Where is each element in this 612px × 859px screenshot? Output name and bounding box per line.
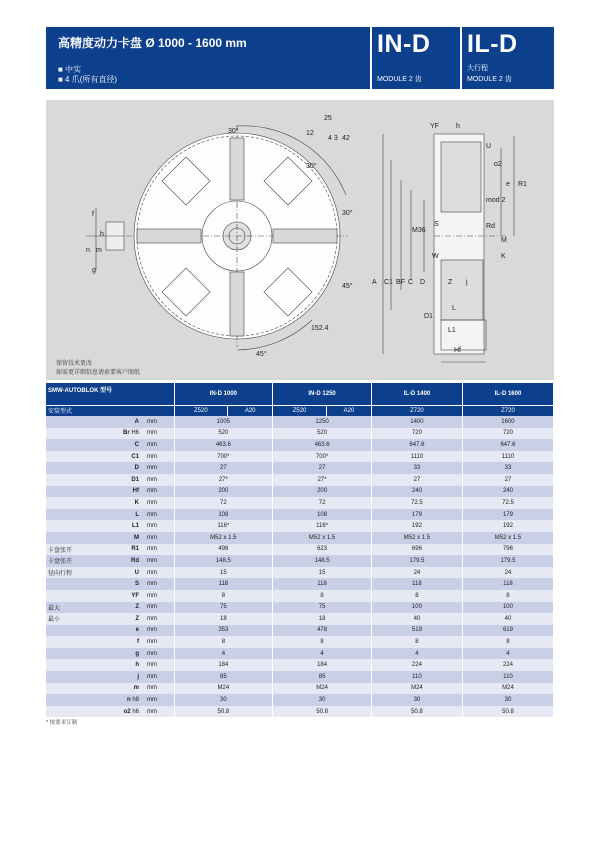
dim-label-w: W: [432, 253, 439, 260]
cell-ind1000: 30: [174, 694, 273, 706]
table-row: [46, 462, 554, 474]
cell-ind1000: M52 x 1.5: [174, 532, 273, 544]
dim-label-l1: L1: [448, 327, 456, 334]
dim-label-d: D: [420, 279, 426, 286]
dim-label-k: K: [501, 253, 506, 260]
row-label: [46, 590, 101, 602]
dim-label-25: 25: [324, 115, 332, 122]
cell-ild1400: 8: [371, 636, 462, 648]
row-symbol: Z: [101, 602, 141, 614]
row-label: [46, 659, 101, 671]
table-row: [46, 648, 554, 660]
table-row: [46, 625, 554, 637]
module-ind: MODULE 2 齿: [377, 76, 422, 83]
table-row: [46, 451, 554, 463]
table-row: [46, 428, 554, 440]
row-label: [46, 416, 101, 428]
row-label: [46, 625, 101, 637]
row-symbol: Rd: [101, 555, 141, 567]
row-unit: mm: [141, 474, 174, 486]
cell-ind1250: 27*: [273, 474, 372, 486]
mount-value: Z520: [273, 405, 327, 416]
feature-2: ■ 4 爪(所有直径): [58, 75, 118, 84]
dim-label-mod2: mod 2: [486, 197, 506, 204]
row-label: 最大: [46, 602, 101, 614]
dim-label-u: U: [486, 143, 492, 150]
cell-ind1000: 463.6: [174, 439, 273, 451]
cell-ind1000: 108: [174, 509, 273, 521]
spec-table: [46, 383, 554, 717]
row-symbol: K: [101, 497, 141, 509]
cell-ind1250: 463.6: [273, 439, 372, 451]
cell-ind1000: 520: [174, 428, 273, 440]
table-row: [46, 613, 554, 625]
table-row: [46, 636, 554, 648]
dim-label-c1: C1: [384, 279, 393, 286]
row-label: [46, 520, 101, 532]
row-label: [46, 706, 101, 718]
table-row: [46, 416, 554, 428]
row-symbol: Br H6: [101, 428, 141, 440]
dim-label-j: j: [466, 279, 468, 286]
row-label: [46, 428, 101, 440]
cell-ild1600: 50.8: [462, 706, 553, 718]
col-header-ind1250: IN-D 1250: [273, 383, 372, 405]
cell-ild1600: 30: [462, 694, 553, 706]
row-label: 卡盘张开: [46, 555, 101, 567]
dim-label-d1: D1: [424, 313, 433, 320]
row-symbol: n h8: [101, 694, 141, 706]
chuck-drawing-svg: [46, 100, 554, 380]
cell-ild1600: 647.6: [462, 439, 553, 451]
cell-ind1250: 50.8: [273, 706, 372, 718]
table-row: [46, 486, 554, 498]
cell-ild1400: 519: [371, 625, 462, 637]
cell-ind1250: 200: [273, 486, 372, 498]
cell-ind1000: 75: [174, 602, 273, 614]
row-symbol: C1: [101, 451, 141, 463]
cell-ind1250: 30: [273, 694, 372, 706]
cell-ind1000: 498: [174, 544, 273, 556]
row-unit: mm: [141, 497, 174, 509]
cell-ind1250: 184: [273, 659, 372, 671]
dim-label-angle-45-a: 45°: [342, 283, 353, 290]
cell-ild1400: 224: [371, 659, 462, 671]
row-symbol: C: [101, 439, 141, 451]
mount-value: A20: [326, 405, 371, 416]
cell-ild1400: 1400: [371, 416, 462, 428]
row-symbol: R1: [101, 544, 141, 556]
table-row: [46, 578, 554, 590]
cell-ind1000: 27: [174, 462, 273, 474]
dim-label-m: m: [96, 247, 102, 254]
dim-label-12: 12: [306, 130, 314, 137]
col-header-ind1000: IN-D 1000: [174, 383, 273, 405]
cell-ind1250: 4: [273, 648, 372, 660]
col-header-ild1400: IL-D 1400: [371, 383, 462, 405]
cell-ild1400: 27: [371, 474, 462, 486]
dim-label-l: L: [452, 305, 456, 312]
cell-ind1000: M24: [174, 683, 273, 695]
row-unit: mm: [141, 659, 174, 671]
cell-ind1250: 478: [273, 625, 372, 637]
dim-label-angle-30-b: 30°: [306, 163, 317, 170]
row-label: [46, 486, 101, 498]
table-row: [46, 659, 554, 671]
cell-ild1600: 720: [462, 428, 553, 440]
cell-ind1250: M52 x 1.5: [273, 532, 372, 544]
table-row: [46, 567, 554, 579]
table-row: [46, 520, 554, 532]
row-symbol: D1: [101, 474, 141, 486]
row-symbol: L: [101, 509, 141, 521]
cell-ild1400: 192: [371, 520, 462, 532]
cell-ind1250: M24: [273, 683, 372, 695]
cell-ind1250: 118: [273, 578, 372, 590]
mount-label: 安装型式: [46, 405, 174, 416]
row-label: [46, 636, 101, 648]
row-unit: mm: [141, 578, 174, 590]
cell-ild1400: 8: [371, 590, 462, 602]
dim-label-bf: BF: [396, 279, 405, 286]
cell-ind1250: 108: [273, 509, 372, 521]
row-symbol: o2 h6: [101, 706, 141, 718]
dim-label-f: f: [92, 211, 94, 218]
row-unit: mm: [141, 428, 174, 440]
mount-value: Z520: [174, 405, 228, 416]
cell-ild1600: 4: [462, 648, 553, 660]
row-label: [46, 532, 101, 544]
cell-ild1600: M24: [462, 683, 553, 695]
cell-ind1000: 1005: [174, 416, 273, 428]
cell-ild1400: 240: [371, 486, 462, 498]
dim-label-m36: M36: [412, 227, 426, 234]
row-label: [46, 648, 101, 660]
row-symbol: j: [101, 671, 141, 683]
dim-label-152: 152.4: [311, 325, 329, 332]
table-row: [46, 474, 554, 486]
cell-ind1250: 8: [273, 590, 372, 602]
cell-ind1000: 4: [174, 648, 273, 660]
cell-ild1400: 647.6: [371, 439, 462, 451]
mount-value: Z720: [462, 405, 553, 416]
cell-ild1600: 619: [462, 625, 553, 637]
row-unit: mm: [141, 683, 174, 695]
cell-ind1000: 118: [174, 578, 273, 590]
row-symbol: h: [101, 659, 141, 671]
dim-label-s: S: [434, 221, 439, 228]
cell-ild1400: 696: [371, 544, 462, 556]
cell-ild1400: 4: [371, 648, 462, 660]
cell-ind1250: 623: [273, 544, 372, 556]
row-label: 卡盘张开: [46, 544, 101, 556]
dim-label-angle-45-b: 45°: [256, 351, 267, 358]
row-unit: mm: [141, 520, 174, 532]
table-row: [46, 590, 554, 602]
cell-ind1000: 72: [174, 497, 273, 509]
cell-ild1400: 24: [371, 567, 462, 579]
cell-ild1600: 179.5: [462, 555, 553, 567]
dim-label-42: 42: [342, 135, 350, 142]
cell-ind1000: 50.8: [174, 706, 273, 718]
row-symbol: f: [101, 636, 141, 648]
cell-ild1400: M24: [371, 683, 462, 695]
table-row: [46, 532, 554, 544]
note-drawing-request: 如需更详细信息请索要客户图纸: [56, 370, 141, 376]
row-symbol: Hf: [101, 486, 141, 498]
cell-ild1400: 1110: [371, 451, 462, 463]
dim-label-o2: o2: [494, 161, 502, 168]
cell-ind1250: 116*: [273, 520, 372, 532]
cell-ild1600: 8: [462, 590, 553, 602]
cell-ind1250: 27: [273, 462, 372, 474]
cell-ind1250: 700*: [273, 451, 372, 463]
cell-ind1250: 8: [273, 636, 372, 648]
row-label: [46, 683, 101, 695]
table-row: [46, 602, 554, 614]
dim-label-rd: Rd: [486, 223, 495, 230]
row-symbol: M: [101, 532, 141, 544]
cell-ild1600: 1600: [462, 416, 553, 428]
table-row: [46, 555, 554, 567]
dim-label-r1: R1: [518, 181, 527, 188]
row-label: [46, 439, 101, 451]
table-row: [46, 497, 554, 509]
row-label: [46, 451, 101, 463]
dim-label-g: g: [92, 267, 96, 274]
cell-ind1000: 700*: [174, 451, 273, 463]
cell-ind1000: 18: [174, 613, 273, 625]
cell-ild1400: 100: [371, 602, 462, 614]
cell-ild1400: 30: [371, 694, 462, 706]
row-unit: mm: [141, 567, 174, 579]
row-label: [46, 497, 101, 509]
cell-ild1600: 796: [462, 544, 553, 556]
cell-ind1250: 72: [273, 497, 372, 509]
cell-ild1400: 118: [371, 578, 462, 590]
row-unit: mm: [141, 636, 174, 648]
cell-ind1000: 148.5: [174, 555, 273, 567]
table-row: [46, 706, 554, 718]
row-label: [46, 509, 101, 521]
cell-ind1250: 18: [273, 613, 372, 625]
row-label: [46, 462, 101, 474]
cell-ild1600: 40: [462, 613, 553, 625]
row-symbol: U: [101, 567, 141, 579]
row-unit: mm: [141, 532, 174, 544]
cell-ild1400: 179.5: [371, 555, 462, 567]
row-symbol: m: [101, 683, 141, 695]
row-unit: mm: [141, 694, 174, 706]
row-symbol: A: [101, 416, 141, 428]
mount-value: A20: [228, 405, 273, 416]
cell-ind1000: 116*: [174, 520, 273, 532]
row-label: 最小: [46, 613, 101, 625]
row-unit: mm: [141, 451, 174, 463]
cell-ild1600: 8: [462, 636, 553, 648]
dim-label-m-right: M: [501, 237, 507, 244]
dim-label-z: Z: [448, 279, 453, 286]
table-row: [46, 544, 554, 556]
cell-ind1250: 75: [273, 602, 372, 614]
dim-label-c: C: [408, 279, 414, 286]
cell-ind1250: 148.5: [273, 555, 372, 567]
row-unit: mm: [141, 416, 174, 428]
dim-label-yf: YF: [430, 123, 439, 130]
model-code-ind: IN-D: [377, 30, 431, 58]
cell-ild1600: 27: [462, 474, 553, 486]
row-unit: mm: [141, 625, 174, 637]
note-tech-change: 保留技术更改: [56, 361, 93, 367]
table-row: [46, 509, 554, 521]
row-label: [46, 474, 101, 486]
ild-subtitle: 大行程: [467, 65, 488, 72]
feature-1: ■ 中实: [58, 65, 82, 74]
cell-ind1000: 353: [174, 625, 273, 637]
row-symbol: D: [101, 462, 141, 474]
row-unit: mm: [141, 590, 174, 602]
cell-ild1600: 240: [462, 486, 553, 498]
cell-ild1400: 72.5: [371, 497, 462, 509]
cell-ind1250: 1250: [273, 416, 372, 428]
row-symbol: g: [101, 648, 141, 660]
module-ild: MODULE 2 齿: [467, 76, 512, 83]
col-header-model: SMW-AUTOBLOK 型号: [46, 383, 174, 405]
cell-ild1600: 192: [462, 520, 553, 532]
row-symbol: YF: [101, 590, 141, 602]
cell-ind1000: 8: [174, 636, 273, 648]
dim-label-e: e: [506, 181, 510, 188]
model-code-ild: IL-D: [467, 30, 518, 58]
row-unit: mm: [141, 509, 174, 521]
footnote: * 按要求订制: [46, 720, 78, 726]
row-label: [46, 578, 101, 590]
dim-label-h: h: [100, 231, 104, 238]
mount-value: Z720: [371, 405, 462, 416]
row-unit: mm: [141, 648, 174, 660]
cell-ild1600: 24: [462, 567, 553, 579]
dim-label-n: n: [86, 247, 90, 254]
row-unit: mm: [141, 613, 174, 625]
header-bar: [46, 27, 554, 89]
row-label: [46, 694, 101, 706]
cell-ind1000: 15: [174, 567, 273, 579]
cell-ind1000: 27*: [174, 474, 273, 486]
cell-ild1400: 720: [371, 428, 462, 440]
table-row: [46, 671, 554, 683]
cell-ild1600: 224: [462, 659, 553, 671]
row-unit: mm: [141, 439, 174, 451]
cell-ild1400: 50.8: [371, 706, 462, 718]
row-unit: mm: [141, 706, 174, 718]
dim-label-angle-30-a: 30°: [228, 128, 239, 135]
cell-ild1600: 33: [462, 462, 553, 474]
cell-ild1400: 33: [371, 462, 462, 474]
cell-ild1600: 72.5: [462, 497, 553, 509]
cell-ild1600: 179: [462, 509, 553, 521]
cell-ild1600: 118: [462, 578, 553, 590]
row-unit: mm: [141, 602, 174, 614]
row-symbol: Z: [101, 613, 141, 625]
dim-label-h-side: h: [456, 123, 460, 130]
cell-ild1600: 1110: [462, 451, 553, 463]
cell-ild1600: M52 x 1.5: [462, 532, 553, 544]
cell-ild1400: 40: [371, 613, 462, 625]
cell-ind1250: 85: [273, 671, 372, 683]
dim-label-angle-30-c: 30°: [342, 210, 353, 217]
table-row: [46, 694, 554, 706]
row-unit: mm: [141, 671, 174, 683]
cell-ild1600: 110: [462, 671, 553, 683]
row-unit: mm: [141, 462, 174, 474]
cell-ind1000: 184: [174, 659, 273, 671]
cell-ind1250: 15: [273, 567, 372, 579]
row-symbol: L1: [101, 520, 141, 532]
spec-table-body: [46, 416, 554, 717]
row-label: 径向行程: [46, 567, 101, 579]
row-symbol: S: [101, 578, 141, 590]
table-row: [46, 683, 554, 695]
page-title: 高精度动力卡盘 Ø 1000 - 1600 mm: [58, 36, 247, 50]
row-label: [46, 671, 101, 683]
technical-drawing: [46, 100, 554, 380]
dim-label-hf: Hf: [454, 347, 461, 354]
cell-ild1400: 110: [371, 671, 462, 683]
cell-ind1000: 85: [174, 671, 273, 683]
row-unit: mm: [141, 486, 174, 498]
cell-ild1600: 100: [462, 602, 553, 614]
cell-ind1000: 8: [174, 590, 273, 602]
table-row: [46, 439, 554, 451]
row-unit: mm: [141, 555, 174, 567]
cell-ild1400: 179: [371, 509, 462, 521]
col-header-ild1600: IL-D 1600: [462, 383, 553, 405]
dim-label-a: A: [372, 279, 377, 286]
dim-label-4-3: 4 3: [328, 135, 338, 142]
cell-ind1000: 200: [174, 486, 273, 498]
row-unit: mm: [141, 544, 174, 556]
row-symbol: e: [101, 625, 141, 637]
cell-ind1250: 520: [273, 428, 372, 440]
cell-ild1400: M52 x 1.5: [371, 532, 462, 544]
